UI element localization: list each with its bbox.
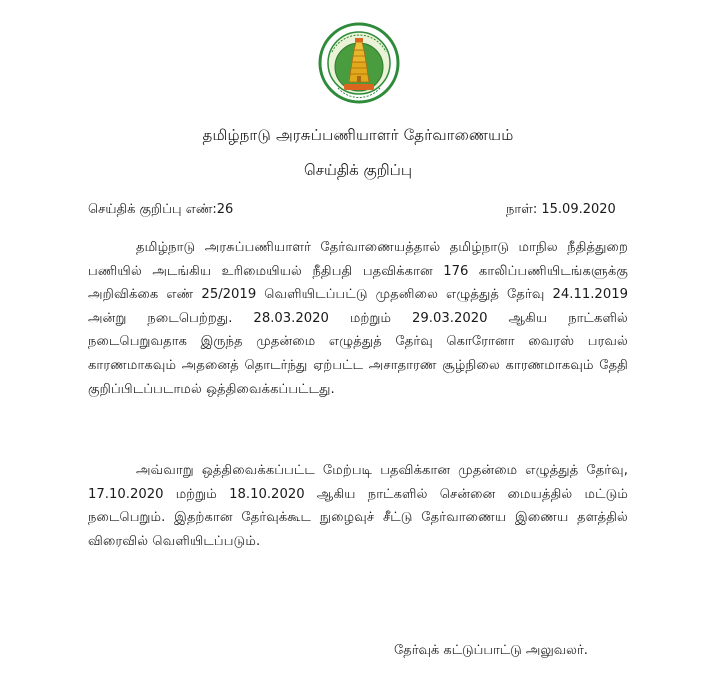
document-type-heading: செய்திக் குறிப்பு <box>304 161 412 179</box>
tamil-nadu-emblem-icon <box>318 22 400 104</box>
body-paragraph-2: அவ்வாறு ஒத்திவைக்கப்பட்ட மேற்படி பதவிக்கான முதன்மை எழுத்துத் தேர்வு, 17.10.2020 மற்றும் 18.10.2020 ஆகிய நாட்களில் சென்னை மையத்தில் மட்டும் நடைபெறும். இதற்கான தேர்வுக்கூட நுழைவுச் சீட்டு தேர்வாணைய இணைய தளத்தில் விரைவில் வெளியிடப்படும். <box>88 463 628 549</box>
organization-title: தமிழ்நாடு அரசுப்பணியாளர் தேர்வாணையம் <box>202 126 514 144</box>
body-paragraph-1: தமிழ்நாடு அரசுப்பணியாளர் தேர்வாணையத்தால் தமிழ்நாடு மாநில நீதித்துறை பணியில் அடங்கிய உரிமையியல் நீதிபதி பதவிக்கான 176 காலிப்பணியிடங்களுக்கு அறிவிக்கை எண் 25/2019 வெளியிடப்பட்டு முதனிலை எழுத்துத் தேர்வு 24.11.2019 அன்று நடைபெற்றது. 28.03.2020 மற்றும் 29.03.2020 ஆகிய நாட்களில் நடைபெறுவதாக இருந்த முதன்மை எழுத்துத் தேர்வு கொரோனா வைரஸ் பரவல் காரணமாகவும் அதனைத் தொடர்ந்து ஏற்பட்ட அசாதாரண சூழ்நிலை காரணமாகவும் தேதி குறிப்பிடப்படாமல் ஒத்திவைக்கப்பட்டது. <box>88 240 628 397</box>
emblem-graphic <box>318 22 400 104</box>
document-date: நாள்: 15.09.2020 <box>506 202 616 217</box>
press-note-number: செய்திக் குறிப்பு எண்:26 <box>88 202 234 217</box>
signatory-designation: தேர்வுக் கட்டுப்பாட்டு அலுவலர். <box>394 643 588 658</box>
